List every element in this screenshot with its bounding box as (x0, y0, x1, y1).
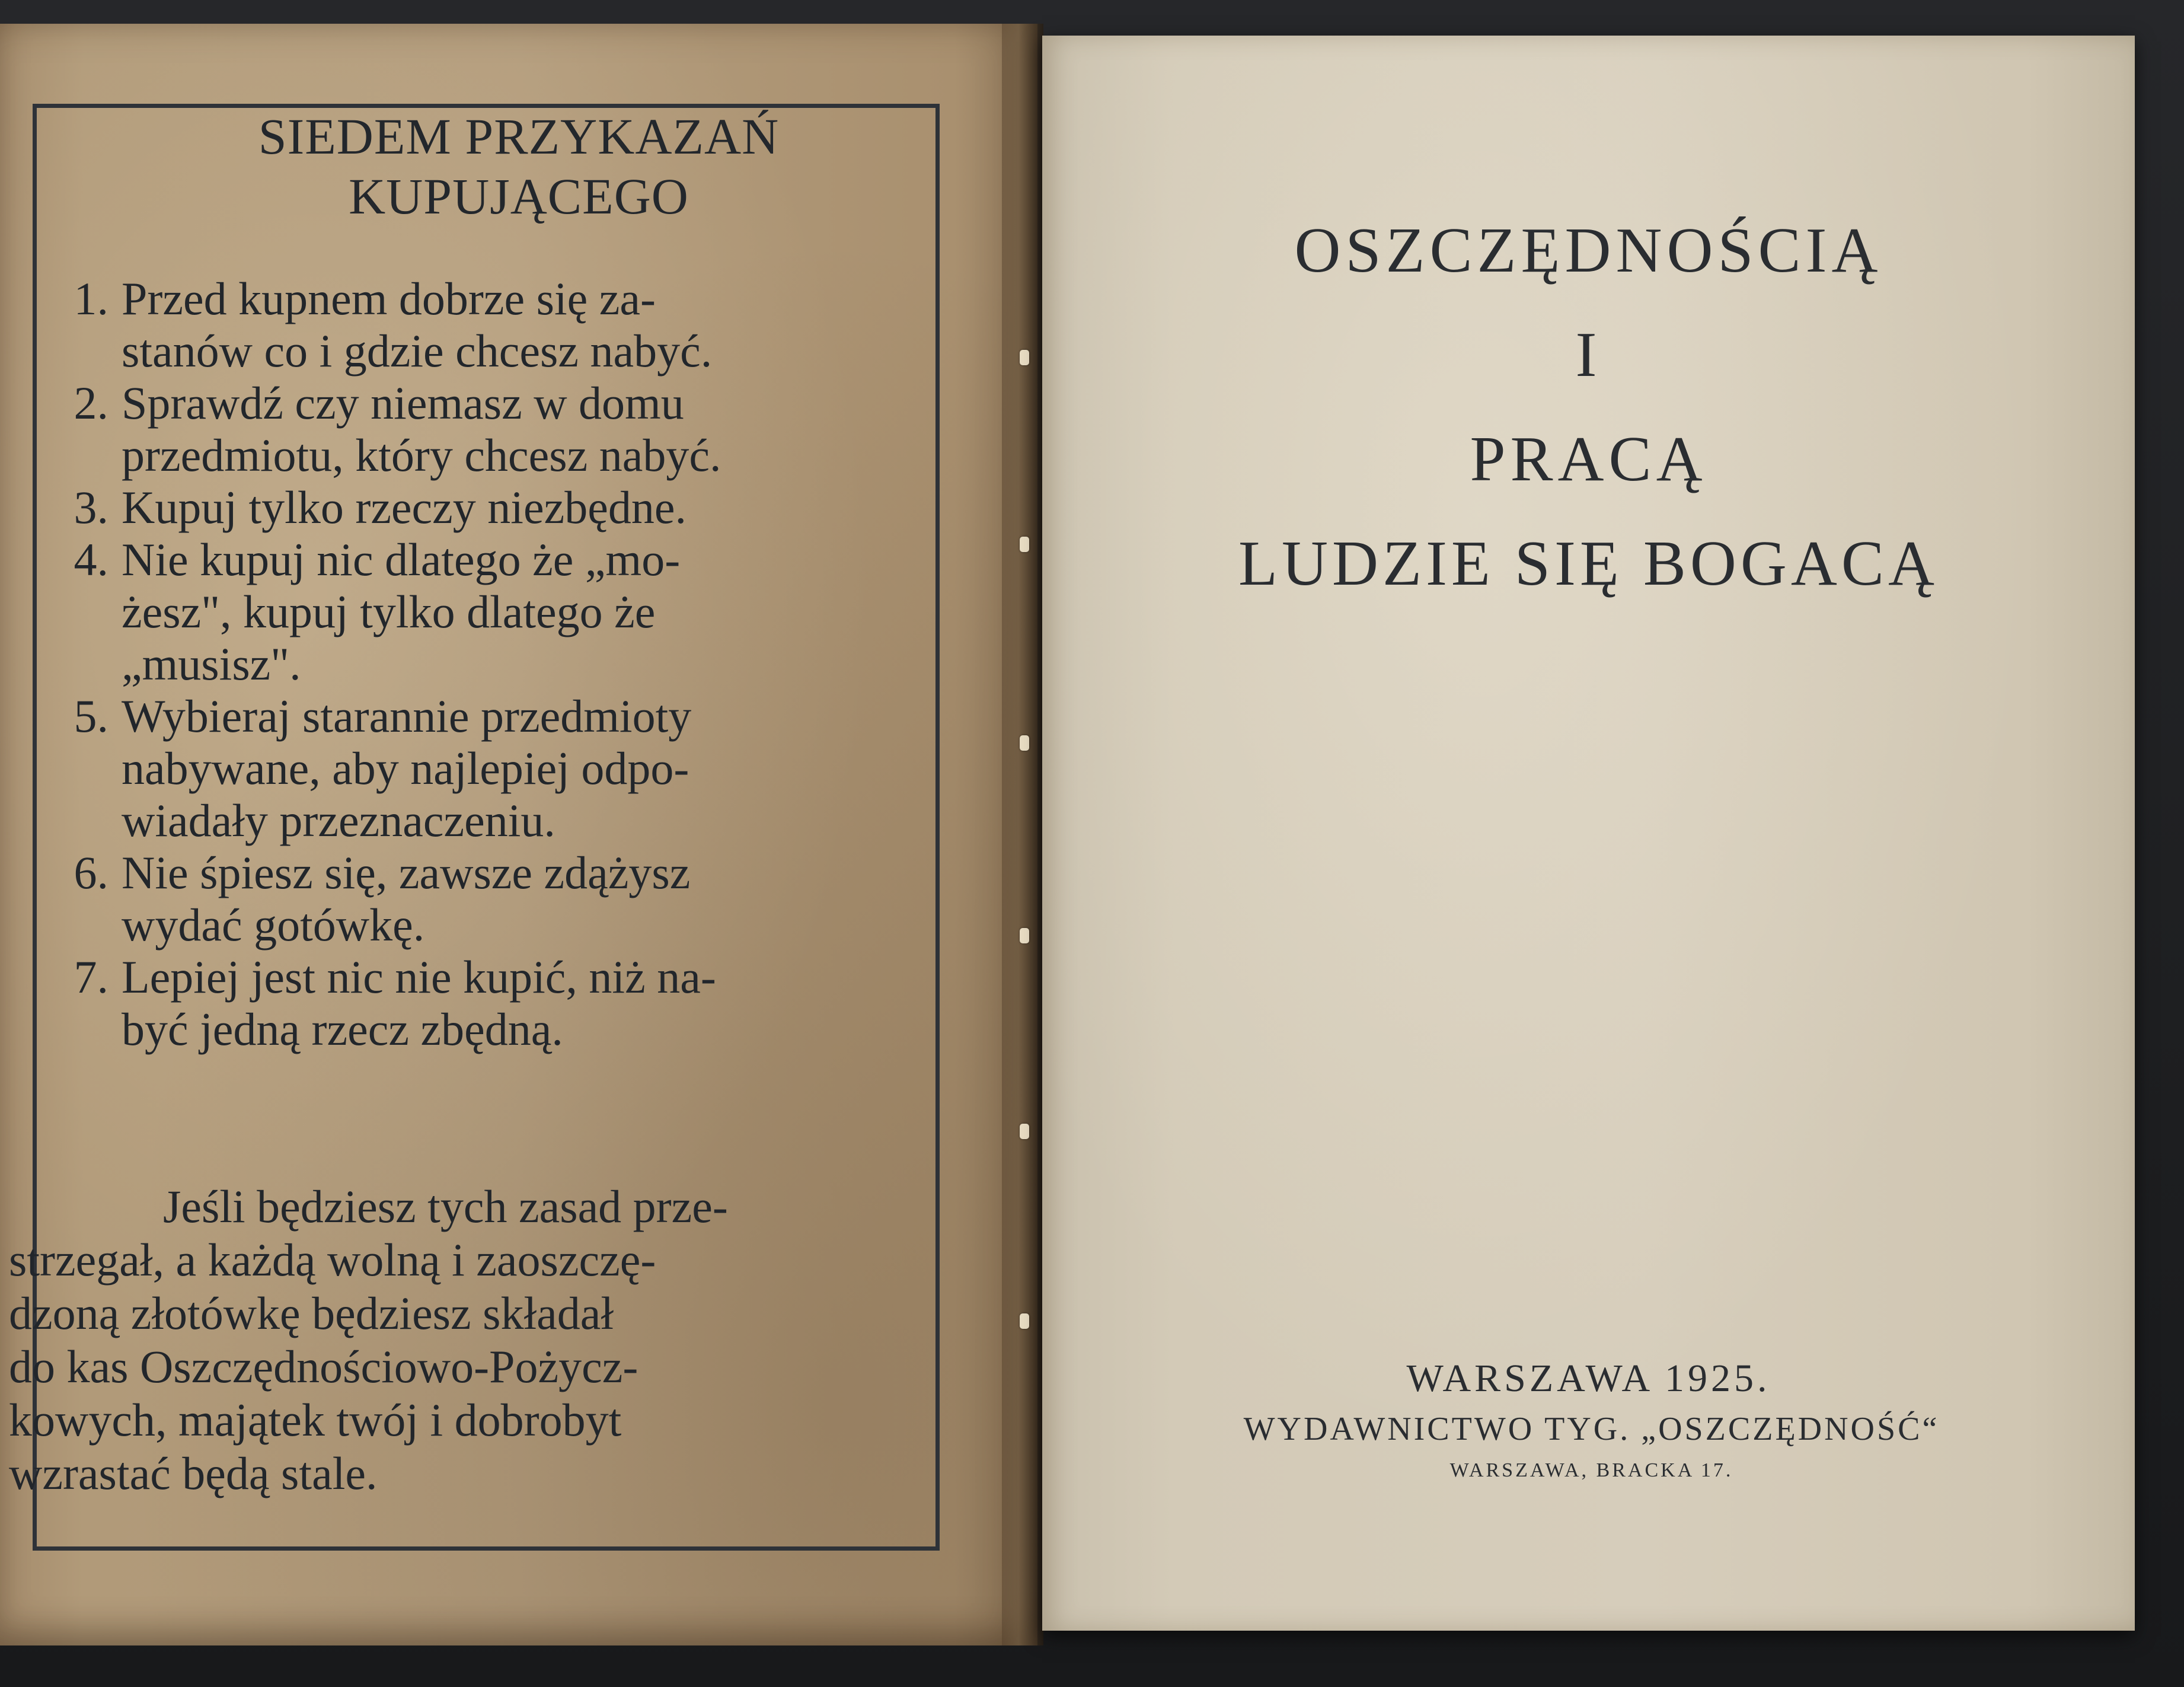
item-line: nabywane, aby najlepiej odpo- (122, 742, 689, 794)
item-text (122, 951, 886, 1055)
imprint-publisher: WYDAWNICTWO TYG. „OSZCZĘDNOŚĆ“ (1243, 1411, 1940, 1447)
binding-stitch (1020, 928, 1029, 943)
binding-stitch (1020, 1313, 1029, 1329)
imprint-city-year: WARSZAWA 1925. (1406, 1357, 1771, 1400)
book-title (1042, 199, 2135, 616)
closing-paragraph (9, 1180, 880, 1500)
item-line: Sprawdź czy niemasz w domu (122, 377, 684, 429)
imprint-address: WARSZAWA, BRACKA 17. (1449, 1459, 1733, 1481)
item-line: być jedną rzecz zbędną. (122, 1003, 563, 1055)
item-number: 1. (74, 273, 108, 324)
item-text (122, 273, 886, 377)
closing-line: kowych, majątek twój i dobrobyt (9, 1394, 622, 1446)
item-number: 7. (74, 951, 108, 1003)
item-line: Nie kupuj nic dlatego że „mo- (122, 534, 681, 585)
item-text (122, 481, 886, 534)
item-line: Nie śpiesz się, zawsze zdążysz (122, 847, 691, 898)
closing-line: wzrastać będą stale. (9, 1447, 378, 1499)
book-gutter (1002, 24, 1043, 1645)
item-line: wiadały przeznaczeniu. (122, 795, 555, 846)
title-line-2: I (1575, 320, 1602, 390)
item-number: 2. (74, 377, 108, 429)
list-item (56, 847, 886, 951)
binding-stitch (1020, 735, 1029, 751)
binding-stitch (1020, 350, 1029, 365)
heading-line-2: KUPUJĄCEGO (349, 168, 689, 225)
left-page (0, 24, 1037, 1645)
list-item (56, 534, 886, 690)
closing-line: dzoną złotówkę będziesz składał (9, 1287, 614, 1339)
title-line-4: LUDZIE SIĘ BOGACĄ (1238, 528, 1939, 599)
item-line: Wybieraj starannie przedmioty (122, 690, 692, 742)
item-text (122, 690, 886, 847)
imprint (1042, 1352, 2135, 1488)
item-line: Kupuj tylko rzeczy niezbędne. (122, 481, 687, 533)
item-number: 4. (74, 534, 108, 585)
commandments-list (56, 273, 886, 1055)
item-line: wydać gotówkę. (122, 899, 425, 951)
item-line: „musisz". (122, 638, 301, 690)
title-line-3: PRACĄ (1470, 424, 1707, 495)
item-text (122, 847, 886, 951)
item-line: stanów co i gdzie chcesz nabyć. (122, 325, 713, 377)
item-number: 3. (74, 481, 108, 533)
item-number: 6. (74, 847, 108, 898)
title-line-1: OSZCZĘDNOŚCIĄ (1294, 215, 1883, 286)
binding-stitch (1020, 537, 1029, 552)
item-line: żesz", kupuj tylko dlatego że (122, 586, 656, 637)
item-text (122, 377, 886, 481)
list-item (56, 951, 886, 1055)
commandments-heading (0, 107, 1037, 227)
heading-line-1: SIEDEM PRZYKAZAŃ (258, 108, 780, 165)
title-page (1042, 36, 2135, 1631)
list-item (56, 481, 886, 534)
list-item (56, 690, 886, 847)
item-line: Przed kupnem dobrze się za- (122, 273, 656, 324)
binding-stitch (1020, 1124, 1029, 1139)
closing-line: do kas Oszczędnościowo-Pożycz- (9, 1341, 638, 1392)
item-line: Lepiej jest nic nie kupić, niż na- (122, 951, 716, 1003)
list-item (56, 377, 886, 481)
item-text (122, 534, 886, 690)
list-item (56, 273, 886, 377)
item-line: przedmiotu, który chcesz nabyć. (122, 429, 721, 481)
closing-line: Jeśli będziesz tych zasad prze- (163, 1181, 728, 1232)
closing-line: strzegał, a każdą wolną i zaoszczę- (9, 1234, 656, 1286)
item-number: 5. (74, 690, 108, 742)
